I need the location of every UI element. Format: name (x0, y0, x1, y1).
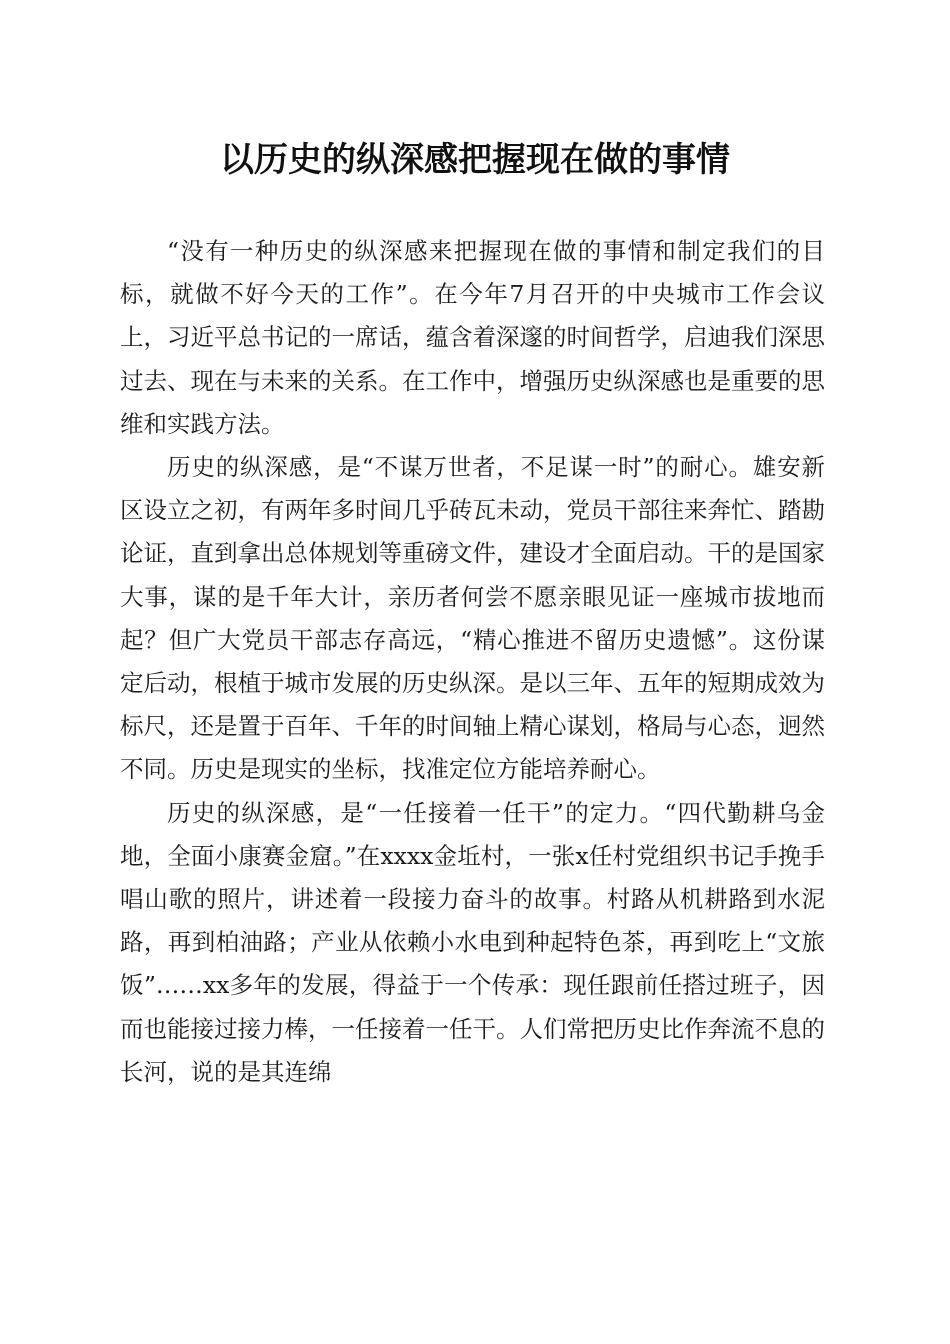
document-body (120, 230, 825, 1094)
paragraph: 历史的纵深感，是“一任接着一任干”的定力。“四代勤耕乌金地，全面小康赛金窟。”在xxxx金坵村，一张x任村党组织书记手挽手唱山歌的照片，讲述着一段接力奋斗的故事。村路从机耕路到水泥路，再到柏油路；产业从依赖小水电到种起特色茶，再到吃上“文旅饭”……xx多年的发展，得益于一个传承：现任跟前任搭过班子，因而也能接过接力棒，一任接着一任干。人们常把历史比作奔流不息的长河，说的是其连绵 (120, 798, 825, 1086)
document-title: 以历史的纵深感把握现在做的事情 (220, 140, 730, 180)
paragraph: 历史的纵深感，是“不谋万世者，不足谋一时”的耐心。雄安新区设立之初，有两年多时间几乎砖瓦未动，党员干部往来奔忙、踏勘论证，直到拿出总体规划等重磅文件，建设才全面启动。干的是国家大事，谋的是千年大计，亲历者何尝不愿亲眼见证一座城市拔地而起？但广大党员干部志存高远，“精心推进不留历史遗憾”。这份谋定后动，根植于城市发展的历史纵深。是以三年、五年的短期成效为标尺，还是置于百年、千年的时间轴上精心谋划，格局与心态，迥然不同。历史是现实的坐标，找准定位方能培养耐心。 (120, 453, 825, 784)
paragraph: “没有一种历史的纵深感来把握现在做的事情和制定我们的目标，就做不好今天的工作”。在今年7月召开的中央城市工作会议上，习近平总书记的一席话，蕴含着深邃的时间哲学，启迪我们深思过去、现在与未来的关系。在工作中，增强历史纵深感也是重要的思维和实践方法。 (120, 237, 825, 438)
